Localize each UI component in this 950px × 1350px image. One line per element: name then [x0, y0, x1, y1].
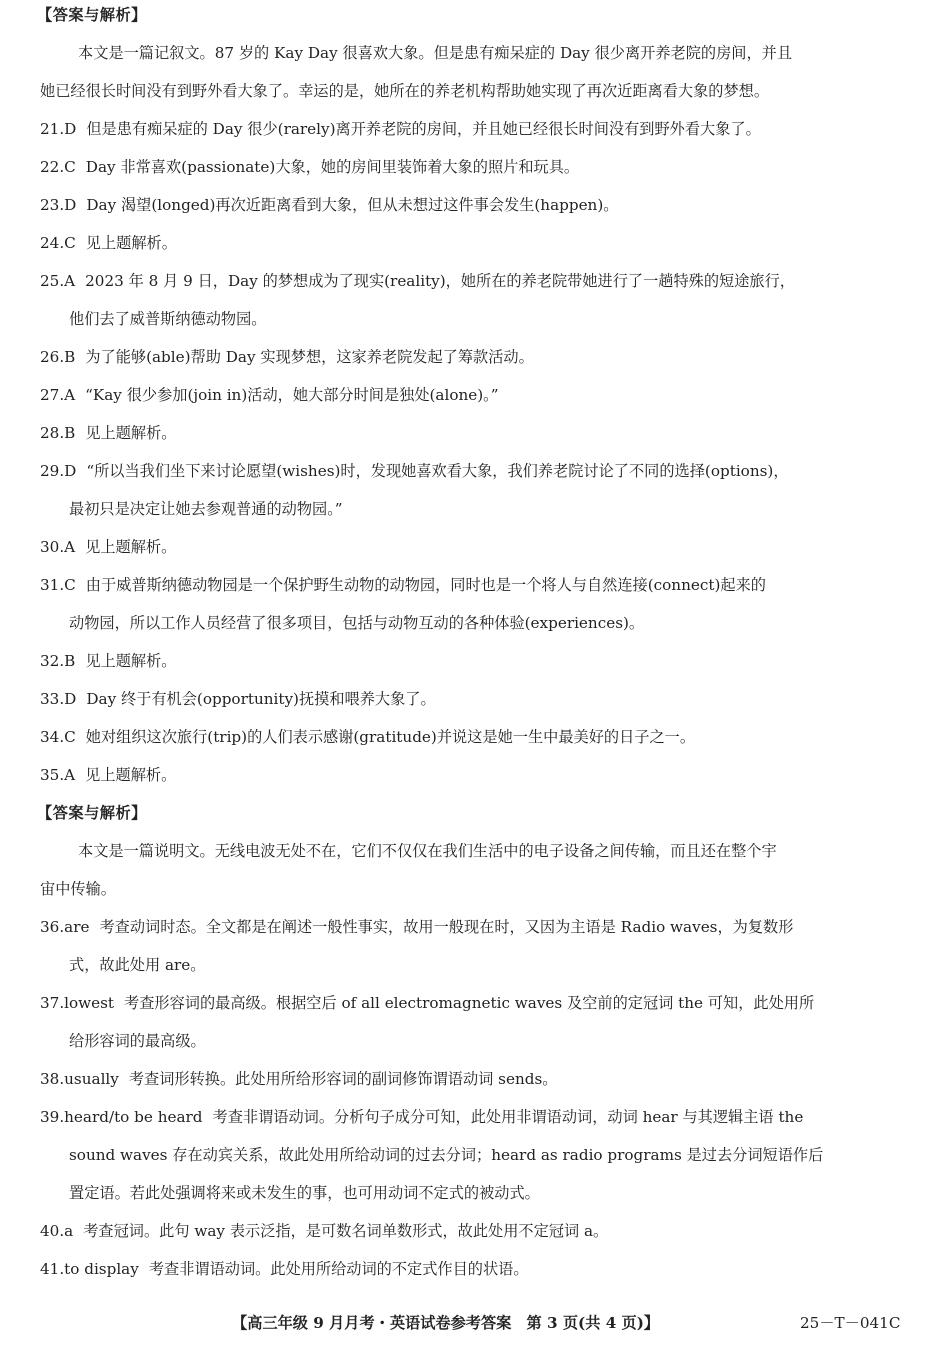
answer-text: 由于威普斯纳德动物园是一个保护野生动物的动物园，同时也是一个将人与自然连接(connect)起来的: [85, 576, 766, 594]
answer-item-34: [40, 730, 695, 745]
answer-number: 39.heard/to be heard: [40, 1108, 203, 1126]
answer-number: 38.usually: [40, 1070, 119, 1088]
answer-text: 见上题解析。: [85, 234, 177, 252]
answer-item-31-cont: 动物园，所以工作人员经营了很多项目，包括与动物互动的各种体验(experiences)。: [69, 614, 645, 632]
answer-number: 36.are: [40, 918, 90, 936]
answer-item-22: [40, 160, 579, 175]
answer-text: 考查非谓语动词。此处用所给动词的不定式作目的状语。: [148, 1260, 529, 1278]
answer-item-36-cont: 式，故此处用 are。: [69, 956, 206, 974]
answer-text: Day 渴望(longed)再次近距离看到大象，但从未想过这件事会发生(happen)。: [86, 196, 619, 214]
answer-item-39-cont2: 置定语。若此处强调将来或未发生的事，也可用动词不定式的被动式。: [69, 1184, 540, 1202]
answer-item-29-cont: 最初只是决定让她去参观普通的动物园。”: [69, 500, 343, 518]
answer-number: 31.C: [40, 576, 76, 594]
answer-text: 考查非谓语动词。分析句子成分可知，此处用非谓语动词，动词 hear 与其逻辑主语 the: [212, 1108, 804, 1126]
answer-item-31: [40, 578, 766, 593]
section1-intro-line1: 本文是一篇记叙文。87 岁的 Kay Day 很喜欢大象。但是患有痴呆症的 Day 很少离开养老院的房间，并且: [78, 44, 793, 62]
section2-intro-line1: 本文是一篇说明文。无线电波无处不在，它们不仅仅在我们生活中的电子设备之间传输，而且还在整个宇: [78, 842, 777, 860]
answer-number: 21.D: [40, 120, 77, 138]
answer-item-30: [40, 540, 176, 555]
answer-number: 23.D: [40, 196, 77, 214]
answer-item-41: [40, 1262, 529, 1277]
answer-item-38: [40, 1072, 557, 1087]
section1-intro-line2: 她已经很长时间没有到野外看大象了。幸运的是，她所在的养老机构帮助她实现了再次近距离看大象的梦想。: [40, 82, 769, 100]
answer-number: 25.A: [40, 272, 76, 290]
answer-text: 见上题解析。: [85, 424, 177, 442]
answer-text: 见上题解析。: [85, 538, 177, 556]
answer-number: 27.A: [40, 386, 76, 404]
answer-number: 22.C: [40, 158, 76, 176]
answer-number: 34.C: [40, 728, 76, 746]
answer-item-37-cont: 给形容词的最高级。: [69, 1032, 206, 1050]
answer-item-35: [40, 768, 176, 783]
answer-item-29: [40, 464, 789, 479]
answer-item-25-cont: 他们去了威普斯纳德动物园。: [69, 310, 267, 328]
answer-item-25: [40, 274, 795, 289]
document-code: 25－T－041C: [800, 1314, 901, 1332]
footer-title: 【高三年级 9 月月考・英语试卷参考答案 第 3 页(共 4 页)】: [232, 1314, 660, 1332]
answer-text: 2023 年 8 月 9 日，Day 的梦想成为了现实(reality)，她所在的养老院带她进行了一趟特殊的短途旅行，: [85, 272, 795, 290]
answer-item-27: [40, 388, 499, 403]
answer-item-23: [40, 198, 618, 213]
answer-item-24: [40, 236, 177, 251]
answer-item-39-cont: sound waves 存在动宾关系，故此处用所给动词的过去分词；heard as radio programs 是过去分词短语作后: [69, 1146, 824, 1164]
answer-number: 41.to display: [40, 1260, 139, 1278]
answer-text: 考查词形转换。此处用所给形容词的副词修饰谓语动词 sends。: [128, 1070, 558, 1088]
answer-item-40: [40, 1224, 608, 1239]
answer-item-21: [40, 122, 761, 137]
answer-item-32: [40, 654, 176, 669]
section2-header: 【答案与解析】: [37, 804, 147, 822]
answer-item-37: [40, 996, 814, 1011]
section1-header: 【答案与解析】: [37, 6, 147, 24]
answer-number: 28.B: [40, 424, 76, 442]
answer-item-26: [40, 350, 534, 365]
answer-item-33: [40, 692, 436, 707]
answer-number: 37.lowest: [40, 994, 115, 1012]
answer-text: “所以当我们坐下来讨论愿望(wishes)时，发现她喜欢看大象，我们养老院讨论了不同的选择(options)，: [86, 462, 789, 480]
answer-text: 为了能够(able)帮助 Day 实现梦想，这家养老院发起了筹款活动。: [85, 348, 534, 366]
answer-item-39: [40, 1110, 803, 1125]
section2-intro-line2: 宙中传输。: [40, 880, 116, 898]
answer-item-28: [40, 426, 176, 441]
answer-item-36: [40, 920, 793, 935]
answer-number: 24.C: [40, 234, 76, 252]
answer-number: 30.A: [40, 538, 76, 556]
answer-text: 考查动词时态。全文都是在阐述一般性事实，故用一般现在时，又因为主语是 Radio waves，为复数形: [99, 918, 794, 936]
answer-text: Day 非常喜欢(passionate)大象，她的房间里装饰着大象的照片和玩具。: [85, 158, 580, 176]
answer-text: 见上题解析。: [85, 766, 177, 784]
answer-text: 考查冠词。此句 way 表示泛指，是可数名词单数形式，故此处用不定冠词 a。: [83, 1222, 609, 1240]
page-footer: [0, 1316, 950, 1336]
answer-text: 但是患有痴呆症的 Day 很少(rarely)离开养老院的房间，并且她已经很长时间没有到野外看大象了。: [86, 120, 761, 138]
answer-text: “Kay 很少参加(join in)活动，她大部分时间是独处(alone)。”: [85, 386, 499, 404]
answer-number: 35.A: [40, 766, 76, 784]
answer-number: 29.D: [40, 462, 77, 480]
answer-number: 26.B: [40, 348, 76, 366]
answer-text: 见上题解析。: [85, 652, 177, 670]
answer-text: 考查形容词的最高级。根据空后 of all electromagnetic waves 及空前的定冠词 the 可知，此处用所: [124, 994, 815, 1012]
answer-number: 32.B: [40, 652, 76, 670]
answer-text: 她对组织这次旅行(trip)的人们表示感谢(gratitude)并说这是她一生中最美好的日子之一。: [85, 728, 696, 746]
answer-text: Day 终于有机会(opportunity)抚摸和喂养大象了。: [86, 690, 436, 708]
answer-number: 33.D: [40, 690, 77, 708]
answer-number: 40.a: [40, 1222, 74, 1240]
